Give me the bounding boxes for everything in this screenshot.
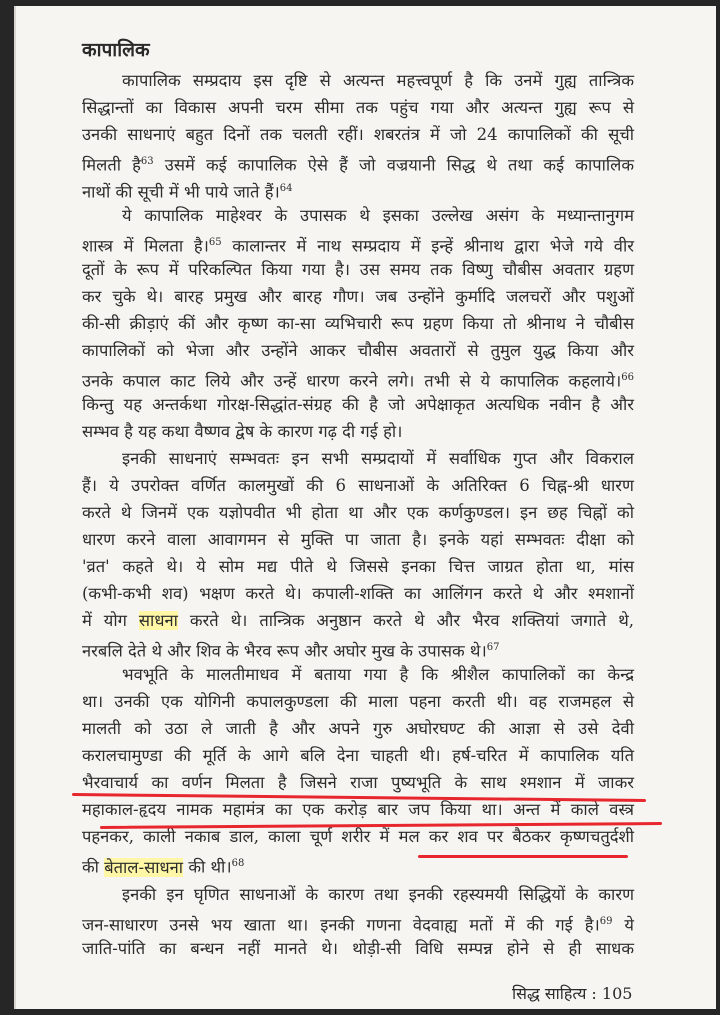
text-line — [82, 232, 634, 258]
footnote-ref: 65 — [208, 237, 222, 248]
text-line: करते थे जिनमें एक यज्ञोपवीत भी होता था और एक कर्णकुण्डल। इन छह चिह्नों को — [82, 503, 634, 522]
text-line: की-सी क्रीड़ाएं कीं और कृष्ण का-सा व्यभिचारी रूप ग्रहण किया तो श्रीनाथ ने चौबीस — [82, 314, 634, 333]
text-line: कापालिकों को भेजा और उन्होंने आकर चौबीस अवतारों से तुमुल युद्ध किया और — [82, 341, 634, 360]
text-span: उनके कपाल काट लिये और उन्हें धारण करने लगे। तभी से ये कापालिक कहलाये। — [82, 371, 622, 391]
text-line: पहनकर, काली नकाब डाल, काला चूर्ण शरीर में मल कर शव पर बैठकर कृष्णचतुर्दशी — [82, 827, 634, 846]
text-line — [82, 367, 634, 393]
text-line — [82, 610, 634, 632]
text-span: ये — [612, 915, 634, 935]
text-line: हैं। ये उपरोक्त वर्णित कालमुखों की 6 साधनाओं के अतिरिक्त 6 चिह्न-श्री धारण — [82, 476, 634, 495]
footnote-ref: 66 — [621, 372, 634, 383]
text-line: सम्भव है यह कथा वैष्णव द्वेष के कारण गढ़ दी गई हो। — [82, 422, 403, 441]
text-line: कापालिक सम्प्रदाय इस दृष्टि से अत्यन्त महत्त्वपूर्ण है कि उनमें गुह्य तान्त्रिक — [122, 71, 634, 90]
footnote-ref: 67 — [486, 642, 500, 653]
text-line — [82, 178, 634, 204]
text-line — [82, 637, 634, 663]
text-span: उसमें कई कापालिक ऐसे हैं जो वज्रयानी सिद्ध थे तथा कई कापालिक — [153, 155, 635, 175]
text-line: इनकी साधनाएं सम्भवतः इन सभी सम्प्रदायों में सर्वाधिक गुप्त और विकराल — [122, 449, 634, 468]
text-line — [82, 151, 634, 177]
text-line: इनकी इन घृणित साधनाओं के कारण तथा इनकी रहस्यमयी सिद्धियों के कारण — [122, 885, 634, 904]
footnote-ref: 68 — [231, 858, 245, 869]
footnote-ref: 64 — [279, 183, 293, 194]
red-underline — [418, 855, 628, 858]
text-line: कर चुके थे। बारह प्रमुख और बारह गौण। जब उन्होंने कुर्मादि जलचरों और पशुओं — [82, 287, 634, 306]
text-line: था। उनकी एक योगिनी कपालकुण्डला की माला पहना करती थी। वह राजमहल से — [82, 692, 634, 711]
text-span: शास्त्र में मिलता है। — [82, 236, 209, 256]
text-line: दूतों के रूप में परिकल्पित किया गया है। उस समय तक विष्णु चौबीस अवतार ग्रहण — [82, 260, 634, 279]
text-line: (कभी-कभी शव) भक्षण करते थे। कपाली-शक्ति का आलिंगन करते थे और श्मशानों — [82, 584, 634, 603]
text-line: महाकाल-हृदय नामक महामंत्र का एक करोड़ बार जप किया था। अन्त में काले वस्त्र — [82, 800, 634, 819]
text-span: की थी। — [183, 857, 232, 877]
highlighted-word: बेताल-साधना — [104, 857, 184, 877]
text-span: जन-साधारण उनसे भय खाता था। इनकी गणना वेदवाह्य मतों में की गई है। — [82, 915, 600, 935]
text-line: भवभूति के मालतीमाधव में बताया गया है कि श्रीशैल कापालिकों का केन्द्र — [122, 665, 634, 684]
text-line: करालचामुण्डा की मूर्ति के आगे बलि देना चाहती थी। हर्ष-चरित में कापालिक यति — [82, 746, 634, 765]
text-line: किन्तु यह अन्तर्कथा गोरक्ष-सिद्धांत-संग्रह की है जो अपेक्षाकृत अत्यधिक नवीन है और — [82, 395, 634, 414]
text-span: नाथों की सूची में भी पाये जाते हैं। — [82, 182, 280, 202]
text-line: जाति-पांति का बन्धन नहीं मानते थे। थोड़ी-सी विधि सम्पन्न होने से ही साधक — [82, 939, 634, 958]
text-line — [82, 911, 634, 937]
text-line: धारण करने वाला आवागमन से मुक्ति पा जाता है। इनके यहां सम्भवतः दीक्षा को — [82, 530, 634, 549]
text-span: की — [82, 857, 105, 877]
text-span: नरबलि देते थे और शिव के भैरव रूप और अघोर मुख के उपासक थे। — [82, 641, 487, 661]
text-line: उनकी साधनाएं बहुत दिनों तक चलती रहीं। शबरतंत्र में जो 24 कापालिकों की सूची — [82, 125, 634, 144]
text-span: करते थे। तान्त्रिक अनुष्ठान करते थे और भैरव शक्तियां जगाते थे, — [177, 611, 634, 630]
text-span: कालान्तर में नाथ सम्प्रदाय में इन्हें श्रीनाथ द्वारा भेजे गये वीर — [221, 236, 634, 256]
text-line: ये कापालिक माहेश्वर के उपासक थे इसका उल्लेख असंग के मध्यान्तानुगम — [122, 206, 634, 225]
text-line: भैरवाचार्य का वर्णन मिलता है जिसने राजा पुष्यभूति के साथ श्मशान में जाकर — [82, 773, 634, 792]
highlighted-word: साधना — [138, 611, 178, 630]
text-line: 'व्रत' कहते थे। ये सोम मद्य पीते थे जिससे इनका चित्त जाग्रत होता था, मांस — [82, 557, 634, 576]
text-line: सिद्धान्तों का विकास अपनी चरम सीमा तक पहुंच गया और अत्यन्त गुह्य रूप से — [82, 98, 634, 117]
page-footer: सिद्ध साहित्य : 105 — [512, 984, 633, 1003]
text-span: मिलती है — [82, 155, 141, 175]
text-line: मालती को उठा ले जाती है और अपने गुरु अघोरघण्ट की आज्ञा से उसे देवी — [82, 719, 634, 738]
section-heading: कापालिक — [82, 39, 150, 61]
footnote-ref: 69 — [599, 916, 613, 927]
footnote-ref: 63 — [140, 156, 154, 167]
text-span: में योग — [82, 611, 139, 630]
